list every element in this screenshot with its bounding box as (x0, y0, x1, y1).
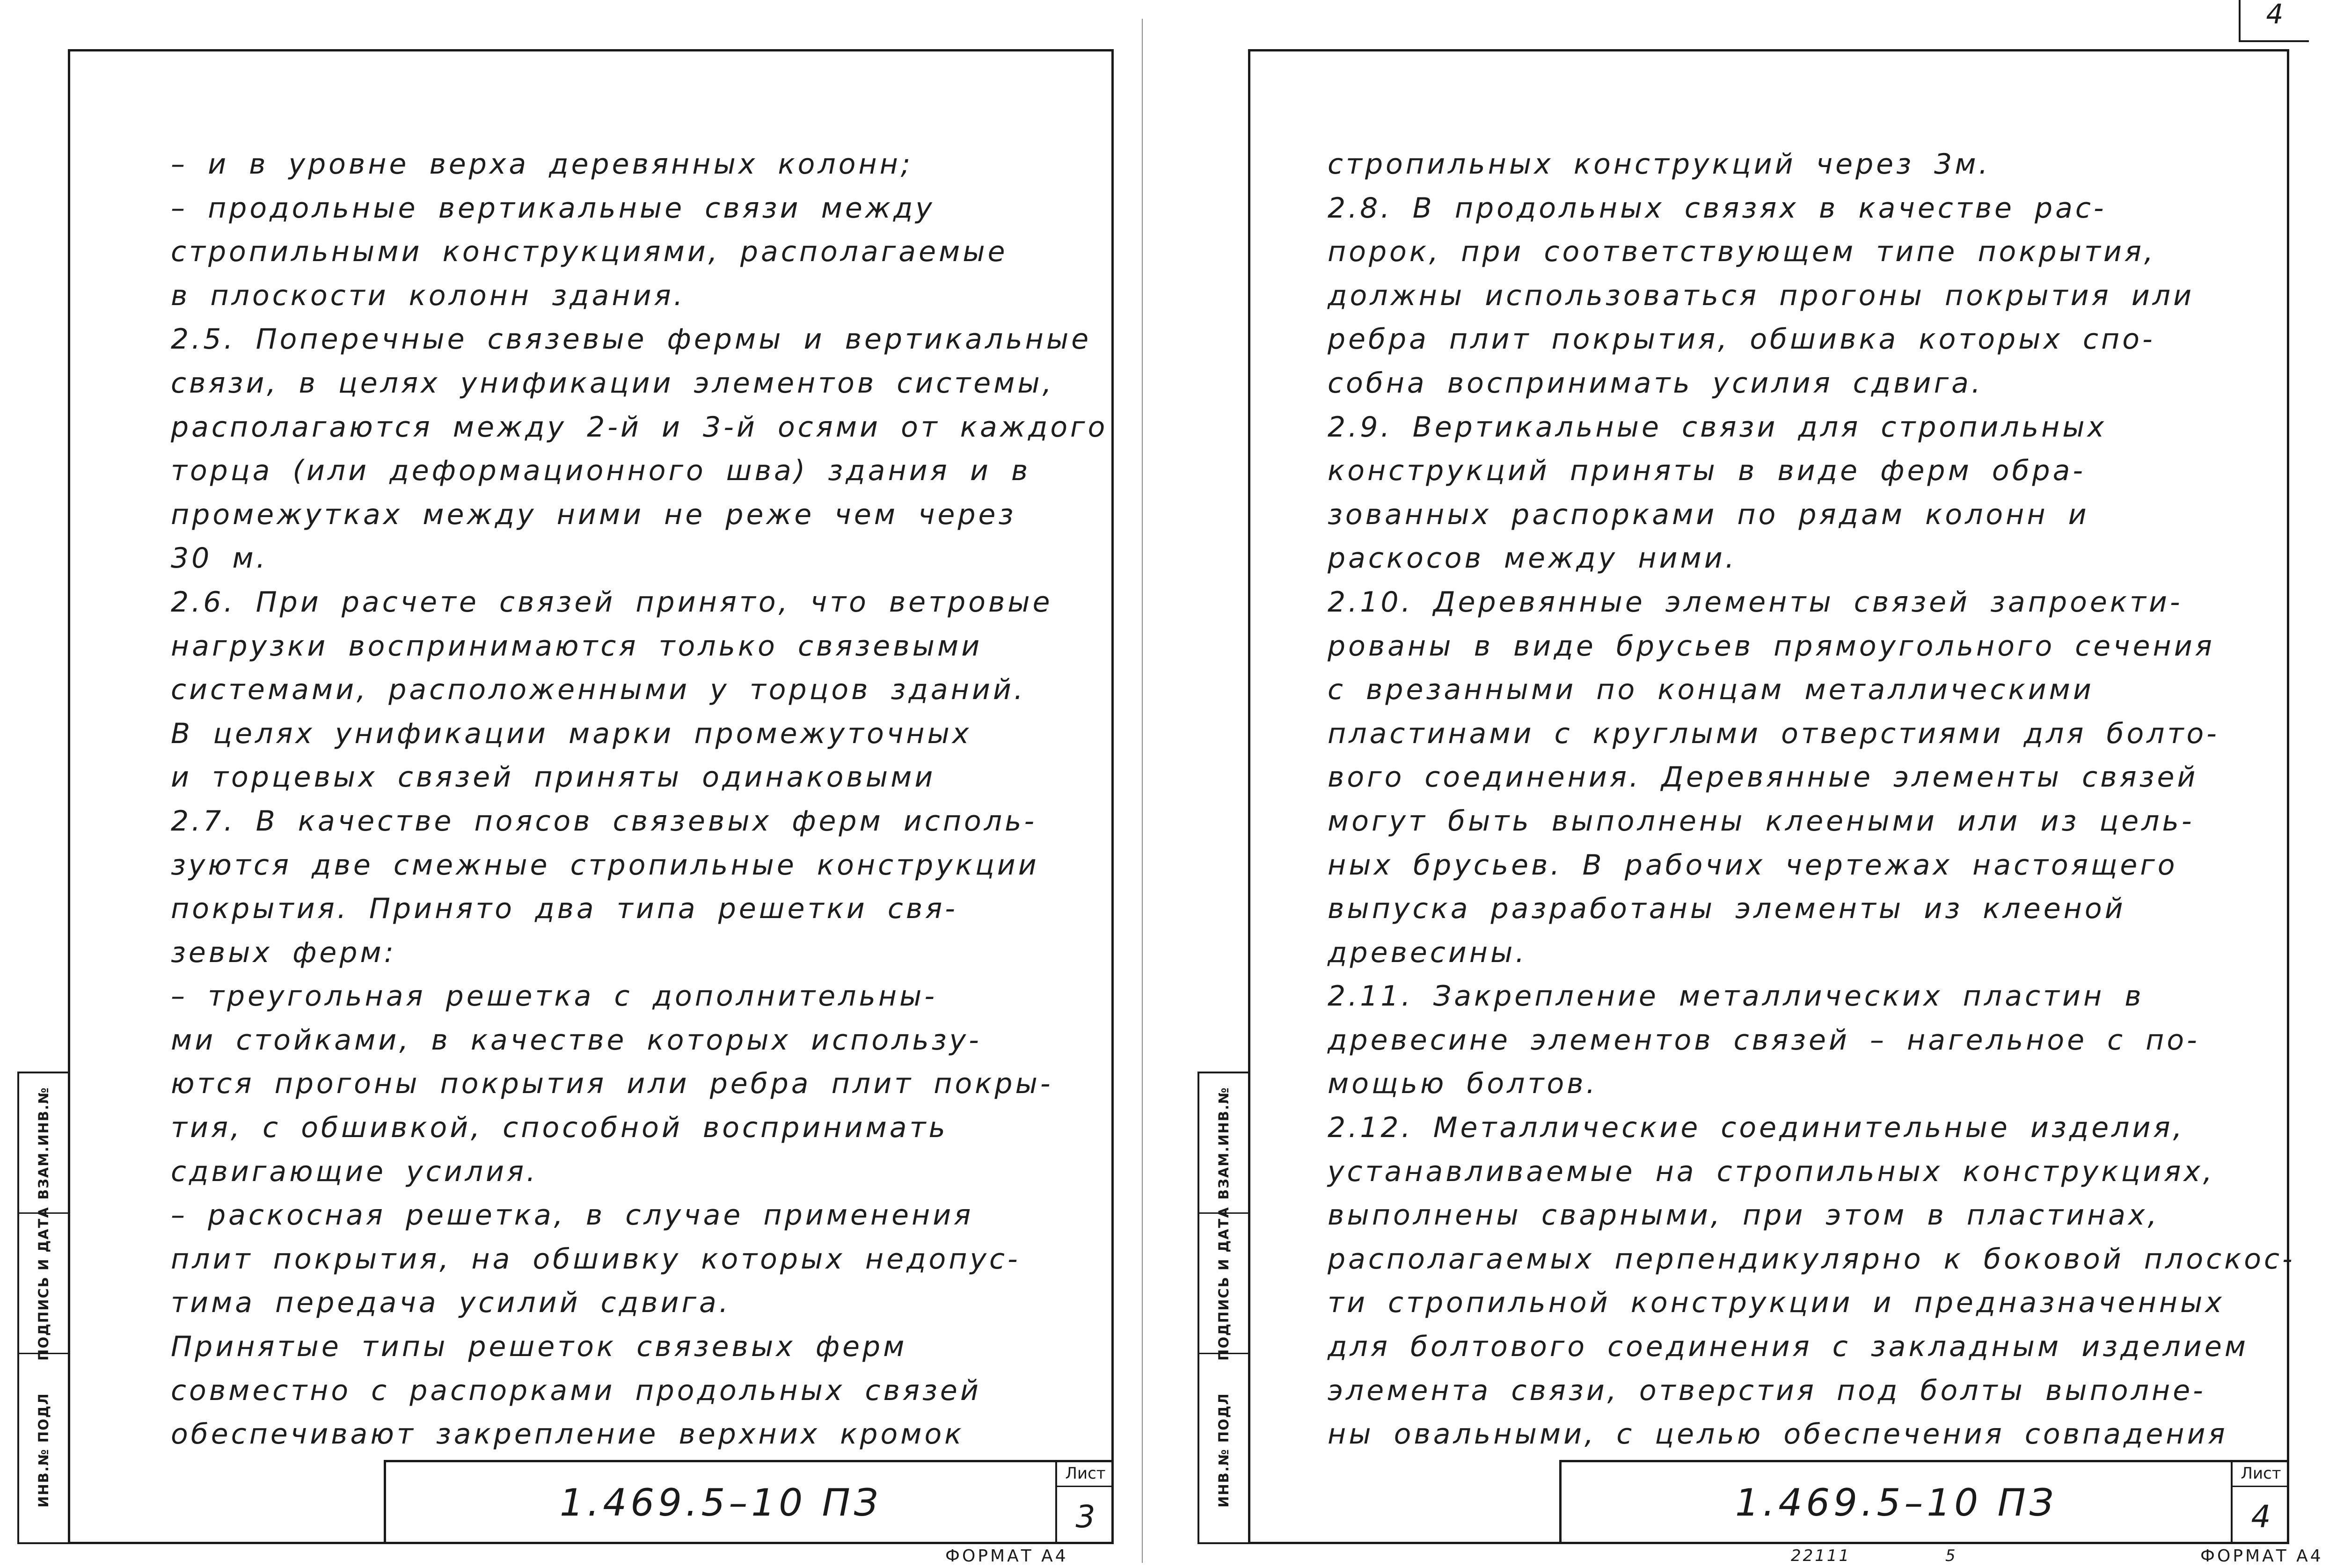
text-line: зевых ферм: (171, 936, 396, 969)
left-page-text (171, 143, 1168, 1457)
sheet-label: Лист (1057, 1464, 1114, 1487)
sheet-number-box (1055, 1462, 1114, 1544)
stamp-label: ПОДПИСЬ И ДАТА (1216, 1206, 1232, 1361)
text-line: плит покрытия, на обшивку которых недопус- (171, 1242, 1021, 1276)
text-line: пластинами с круглыми отверстиями для болто- (1328, 717, 2219, 750)
sheet-number: 3 (1075, 1499, 1095, 1535)
text-line: мощью болтов. (1328, 1067, 1598, 1101)
text-line: 30 м. (171, 542, 268, 575)
document-code: 1.469.5–10 ПЗ (1735, 1481, 2058, 1524)
right-page-text (1328, 143, 2329, 1457)
text-line: раскосов между ними. (1328, 542, 1737, 575)
text-line: конструкций приняты в виде ферм обра- (1328, 454, 2086, 488)
stamp-cell-signature-date (19, 1206, 68, 1361)
stamp-label: ИНВ.№ ПОДЛ (36, 1393, 51, 1508)
sheet-number-box (2231, 1462, 2289, 1544)
text-line: древесины. (1328, 936, 1527, 969)
text-line: стропильными конструкциями, располагаемые (171, 235, 1008, 269)
text-line: выпуска разработаны элементы из клееной (1328, 892, 2126, 926)
text-line: 2.10. Деревянные элементы связей запроекти- (1328, 585, 2183, 619)
text-line: могут быть выполнены клееными или из цель- (1328, 804, 2195, 838)
text-line: ются прогоны покрытия или ребра плит покры- (171, 1067, 1053, 1101)
stamp-label: ИНВ.№ ПОДЛ (1216, 1393, 1232, 1508)
text-line: должны использоваться прогоны покрытия или (1328, 279, 2195, 312)
text-line: с врезанными по концам металлическими (1328, 673, 2094, 707)
right-page-frame (1248, 49, 2295, 1544)
text-line: совместно с распорками продольных связей (171, 1374, 981, 1407)
right-title-block (1559, 1460, 2289, 1544)
text-line: В целях унификации марки промежуточных (171, 717, 972, 750)
text-line: элемента связи, отверстия под болты выполне- (1328, 1374, 2206, 1407)
format-label: ФОРМАТ А4 (2200, 1546, 2323, 1566)
text-line: тия, с обшивкой, способной воспринимать (171, 1111, 948, 1145)
text-line: зуются две смежные стропильные конструкции (171, 848, 1039, 882)
text-line: – и в уровне верха деревянных колонн; (171, 148, 913, 181)
text-line: стропильных конструкций через 3м. (1328, 148, 1991, 181)
right-side-stamp (1197, 1072, 1248, 1544)
text-line: 2.9. Вертикальные связи для стропильных (1328, 410, 2107, 444)
text-line: сдвигающие усилия. (171, 1155, 539, 1188)
stamp-cell-replacement-inv (1199, 1073, 1248, 1214)
text-line: древесине элементов связей – нагельное с по- (1328, 1023, 2200, 1057)
text-line: собна воспринимать усилия сдвига. (1328, 366, 1983, 400)
text-line: 2.8. В продольных связях в качестве рас- (1328, 191, 2107, 225)
footer-order-number: 22111 (1791, 1546, 1851, 1565)
stamp-label: ВЗАМ.ИНВ.№ (1216, 1086, 1232, 1200)
text-line: порок, при соответствующем типе покрытия, (1328, 235, 2156, 269)
document-code: 1.469.5–10 ПЗ (559, 1481, 882, 1524)
right-page (1154, 0, 2323, 1568)
text-line: в плоскости колонн здания. (171, 279, 686, 312)
text-line: нагрузки воспринимаются только связевыми (171, 629, 983, 663)
text-line: располагаются между 2-й и 3-й осями от каждого (171, 410, 1108, 444)
left-title-block (384, 1460, 1114, 1544)
text-line: выполнены сварными, при этом в пластинах, (1328, 1199, 2160, 1232)
text-line: ребра плит покрытия, обшивка которых спо- (1328, 323, 2155, 356)
text-line: тима передача усилий сдвига. (171, 1286, 731, 1320)
text-line: – раскосная решетка, в случае применения (171, 1199, 974, 1232)
text-line: 2.11. Закрепление металлических пластин в (1328, 980, 2144, 1013)
text-line: ти стропильной конструкции и предназначенных (1328, 1286, 2225, 1320)
left-side-stamp (17, 1072, 68, 1544)
text-line: – продольные вертикальные связи между (171, 191, 935, 225)
text-line: 2.6. При расчете связей принято, что ветровые (171, 585, 1053, 619)
footer-copy-number: 5 (1945, 1546, 1957, 1565)
text-line: обеспечивают закрепление верхних кромок (171, 1418, 964, 1451)
text-line: 2.5. Поперечные связевые фермы и вертикальные (171, 323, 1092, 356)
text-line: 2.12. Металлические соединительные изделия, (1328, 1111, 2185, 1145)
text-line: 2.7. В качестве поясов связевых ферм исполь- (171, 804, 1037, 838)
text-line: промежутках между ними не реже чем через (171, 498, 1016, 531)
stamp-cell-replacement-inv (19, 1073, 68, 1214)
stamp-cell-original-inv (19, 1354, 68, 1546)
text-line: располагаемых перпендикулярно к боковой плоскос- (1328, 1242, 2295, 1276)
text-line: ны овальными, с целью обеспечения совпадения (1328, 1418, 2228, 1451)
text-line: ных брусьев. В рабочих чертежах настоящего (1328, 848, 2178, 882)
text-line: вого соединения. Деревянные элементы связей (1328, 761, 2198, 794)
text-line: покрытия. Принято два типа решетки свя- (171, 892, 958, 926)
stamp-cell-original-inv (1199, 1354, 1248, 1546)
stamp-label: ВЗАМ.ИНВ.№ (36, 1086, 52, 1200)
text-line: для болтового соединения с закладным изделием (1328, 1330, 2249, 1364)
text-line: устанавливаемые на стропильных конструкциях, (1328, 1155, 2215, 1188)
text-line: ми стойками, в качестве которых использу- (171, 1023, 982, 1057)
text-line: связи, в целях унификации элементов системы, (171, 366, 1054, 400)
left-page-frame (68, 49, 1114, 1544)
text-line: зованных распорками по рядам колонн и (1328, 498, 2089, 531)
format-label: ФОРМАТ А4 (945, 1546, 1068, 1566)
text-line: рованы в виде брусьев прямоугольного сечения (1328, 629, 2215, 663)
stamp-cell-signature-date (1199, 1206, 1248, 1361)
text-line: и торцевых связей приняты одинаковыми (171, 761, 936, 794)
stamp-label: ПОДПИСЬ И ДАТА (36, 1206, 52, 1361)
text-line: Принятые типы решеток связевых ферм (171, 1330, 907, 1364)
corner-page-number: 4 (2239, 0, 2309, 42)
text-line: системами, расположенными у торцов зданий. (171, 673, 1026, 707)
text-line: – треугольная решетка с дополнительны- (171, 980, 938, 1013)
sheet-number: 4 (2251, 1499, 2271, 1535)
sheet-label: Лист (2233, 1464, 2289, 1487)
text-line: торца (или деформационного шва) здания и в (171, 454, 1031, 488)
left-page (0, 0, 1154, 1568)
